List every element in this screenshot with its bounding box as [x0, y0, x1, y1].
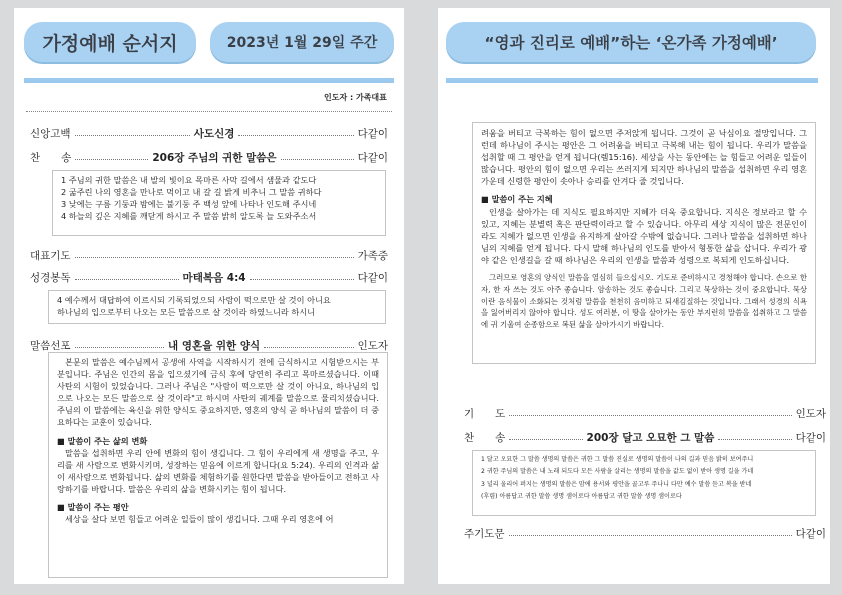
prayer2-row [464, 406, 826, 421]
hymn2-label: 찬 송 [464, 432, 506, 444]
sermon-conclusion: 그러므로 영혼의 양식인 말씀을 열심히 들으십시오. 기도로 준비하시고 경청해야 합니다. 손으로 한 자, 한 자 쓰는 것도 아주 좋습니다. 암송하는 것도 좋습니다. 그리고 묵상하는 것이 중요합니다. 묵상이란 음식물이 소화되는 것처럼 말씀을 천천히 음미하고 되새김질하는 것입니다. 그래서 성경의 식욕을 잃어버리지 않아야 합니다. 성도 여러분, 이 땅을 살아가는 동안 부지런히 말씀을 섭취하고 그 말씀에 귀 기울여 순종함으로 복된 삶을 살아가시기 바랍니다. [481, 273, 807, 330]
sermon-title: 내 영혼을 위한 양식 [168, 340, 261, 352]
creed-row [30, 126, 388, 141]
sermon-row [30, 338, 388, 353]
hymn-line: 2 귀한 주님의 말씀은 내 노래 되도다 모든 사람을 살리는 생명의 말씀을 값도 없이 받아 생명 길을 가네 [481, 468, 754, 476]
leader-dots [75, 135, 190, 136]
header-bar [24, 78, 394, 83]
hymn2-title: 200장 달고 오묘한 그 말씀 [586, 432, 715, 444]
sermon-label: 말씀선포 [30, 340, 71, 352]
hymn-line: 1 달고 오묘한 그 말씀 생명의 말씀은 귀한 그 말씀 진실로 생명의 말씀이 나의 길과 믿음 밝히 보여주니 [481, 456, 754, 463]
divider [26, 111, 392, 112]
right-page [438, 8, 830, 584]
left-page [14, 8, 404, 584]
sermon-heading: ■ 말씀이 주는 지혜 [481, 194, 553, 205]
leader-label: 인도자 : [324, 93, 354, 102]
sermon-heading: ■ 말씀이 주는 삶의 변화 [57, 435, 148, 446]
leader-name: 가족대표 [355, 93, 387, 102]
leader-dots [281, 159, 354, 160]
prayer2-performer: 인도자 [795, 408, 826, 420]
hymn-row [30, 150, 388, 165]
hymn-line: 4 하늘의 깊은 지혜를 깨닫게 하시고 주 말씀 밝히 알도록 늘 도와주소서 [61, 211, 317, 222]
reading-performer: 다같이 [357, 272, 388, 284]
verse-line: 하나님의 입으로부터 나오는 모든 말씀으로 살 것이라 하였느니라 하시니 [57, 307, 316, 318]
leader-dots [250, 279, 354, 280]
lords-prayer-label: 주기도문 [464, 528, 505, 540]
leader-dots [264, 347, 353, 348]
leader-dots [238, 135, 353, 136]
sermon-continued-box [472, 122, 816, 364]
hymn-line: 1 주님의 귀한 말씀은 내 발의 빛이요 목마른 사막 길에서 샘물과 같도다 [61, 175, 317, 185]
verse-box [48, 290, 386, 324]
verse-line: 4 예수께서 대답하여 이르시되 기록되었으되 사람이 떡으로만 살 것이 아니요 [57, 295, 331, 305]
lords-prayer-performer: 다같이 [795, 528, 826, 540]
prayer2-label: 기 도 [464, 408, 506, 420]
sermon-heading: ■ 말씀이 주는 평안 [57, 502, 129, 513]
leader-dots [509, 415, 791, 416]
hymn-title: 206장 주님의 귀한 말씀은 [152, 152, 277, 164]
worship-title: 가정예배 순서지 [24, 22, 196, 62]
prayer-label: 대표기도 [30, 250, 71, 262]
sermon-paragraph: 세상을 살다 보면 힘들고 어려운 일들이 많이 생깁니다. 그때 우리 영혼에 어 [65, 514, 334, 525]
hymn-performer: 다같이 [357, 152, 388, 164]
leader-dots [75, 159, 148, 160]
hymn-line: 3 낮에는 구름 기둥과 밤에는 불기둥 주 백성 앞에 나타나 인도해 주시네 [61, 199, 317, 210]
leader-note [324, 92, 387, 103]
reading-title: 마태복음 4:4 [182, 272, 246, 284]
hymn2-row [464, 430, 826, 445]
leader-dots [75, 257, 354, 258]
hymn-lyrics-box [52, 170, 386, 236]
worship-slogan: “영과 진리로 예배”하는 ‘온가족 가정예배’ [446, 22, 816, 62]
sermon-paragraph: 려움을 버티고 극복하는 힘이 없으면 주저앉게 됩니다. 그것이 곧 낙심이요 절망입니다. 그런데 하나님이 주시는 평안은 그 어려움을 버티고 극복해 내는 힘이 됩니다. 우리가 말씀을 섭취할 때 그 평안을 얻게 됩니다(렘15:16). 세상을 사는 동안에는 늘 힘들고 어려운 일들이 많습니다. 평안의 힘이 없으면 우리는 쓰러지게 되지만 하나님의 말씀을 섭취하면 우리 영혼 가운데 신령한 평안이 솟아나 승리를 안겨다 줄 것입니다. [481, 128, 807, 187]
leader-dots [718, 439, 791, 440]
header-bar [446, 78, 818, 83]
creed-title: 사도신경 [193, 128, 235, 140]
creed-label: 신앙고백 [30, 128, 71, 140]
hymn-label: 찬 송 [30, 152, 72, 164]
hymn-line: 2 굶주린 나의 영혼을 만나로 먹이고 내 갈 길 밝게 비추니 그 말씀 귀하다 [61, 187, 322, 198]
hymn-line: 3 널리 울리어 퍼지는 생명의 말씀은 맘에 용서와 평안을 골고루 주나니 다만 예수 말씀 듣고 복을 받네 [481, 480, 752, 488]
sermon-paragraph: 말씀을 섭취하면 우리 안에 변화의 힘이 생깁니다. 그 힘이 우리에게 새 생명을 주고, 우리를 새 사람으로 변화시키며, 성장하는 믿음에 이르게 합니다(요 5:24). 우리의 인격과 삶이 새사람으로 변화됩니다. 삶의 변화를 체험하기를 원한다면 말씀을 받아들이고 전하고 사랑하기를 바랍니다. 말씀은 우리의 삶을 변화시키는 힘이 됩니다. [57, 447, 379, 494]
date-badge: 2023년 1월 29일 주간 [210, 22, 394, 62]
hymn2-lyrics-box [472, 450, 816, 516]
creed-performer: 다같이 [357, 128, 388, 140]
prayer-performer: 가족중 [357, 250, 388, 262]
sermon-box [48, 352, 388, 578]
lords-prayer-row [464, 526, 826, 541]
leader-dots [75, 279, 179, 280]
prayer-row [30, 248, 388, 263]
leader-dots [509, 439, 582, 440]
sermon-paragraph: 인생을 살아가는 데 지식도 필요하지만 지혜가 더욱 중요합니다. 지식은 정보라고 할 수 있고, 지혜는 분별력 혹은 판단력이라고 할 수 있습니다. 아무리 세상 지식이 많은 전문인이라도 지혜가 없으면 인생을 유지하게 살아갈 수밖에 없습니다. 그러나 말씀을 섭취하면 하나님의 지혜를 얻게 됩니다. 다시 말해 하나님의 인도를 받아서 형통한 삶을 삽니다. 우리가 광야 같은 인생길을 갈 때 하나님은 우리의 인생을 말씀과 성령으로 복되게 인도하십니다. [481, 206, 807, 265]
reading-row [30, 270, 388, 285]
leader-dots [509, 535, 792, 536]
leader-dots [75, 347, 164, 348]
sermon-intro: 본문의 말씀은 예수님께서 공생애 사역을 시작하시기 전에 금식하시고 시험받으시는 부분입니다. 주님은 인간의 몸을 입으셨기에 금식 후에 당연히 주리고 목마르셨습니다. 이때 사탄의 시험이 있었습니다. 그러나 주님은 "사람이 떡으로만 살 것이 아니요, 하나님의 입으로 나오는 모든 말씀으로 살 것이라"고 하시며 사탄의 궤계를 말씀으로 물리치셨습니다. 주님의 이 말씀에는 육신을 위한 양식도 중요하지만, 영혼의 양식 곧 하나님의 말씀이 더 중요하다는 교훈이 있습니다. [57, 357, 379, 428]
reading-label: 성경봉독 [30, 272, 71, 284]
hymn2-performer: 다같이 [795, 432, 826, 444]
sermon-performer: 인도자 [357, 340, 389, 352]
hymn-line: (후렴) 아름답고 귀한 말씀 생명 샘이로다 아름답고 귀한 말씀 생명 샘이로다 [481, 493, 682, 501]
